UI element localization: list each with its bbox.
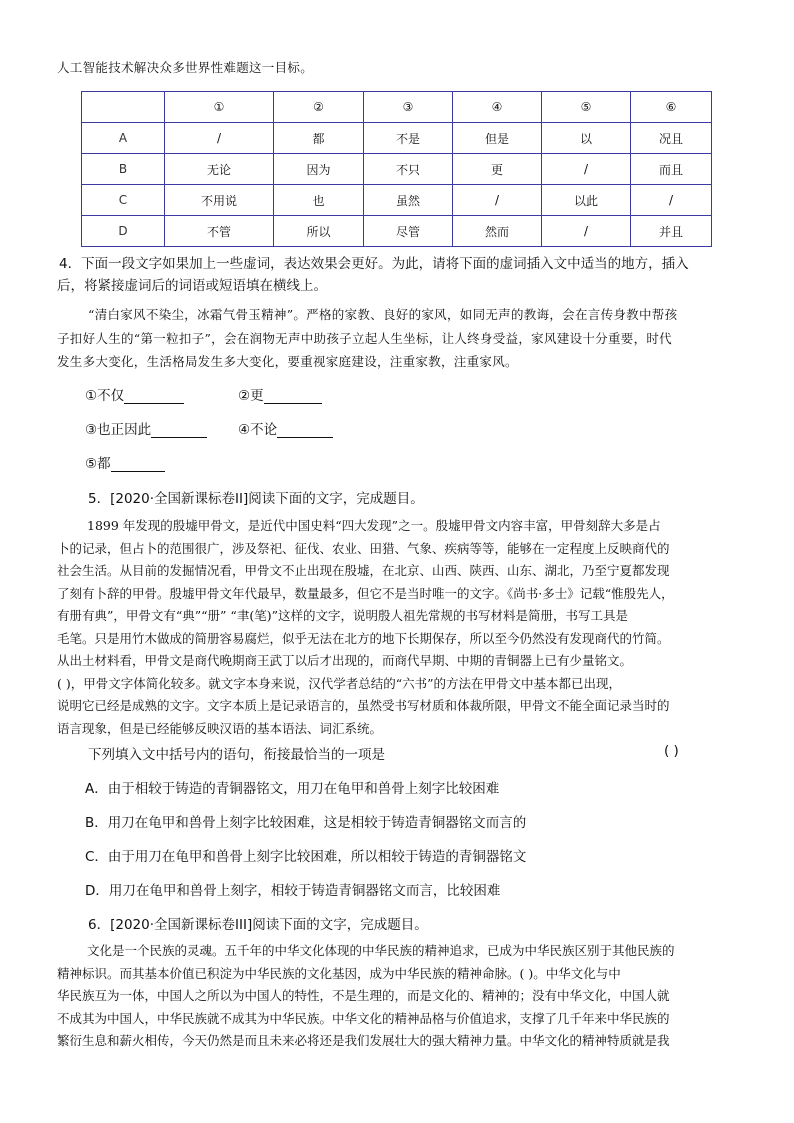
q4-prompt-line-1: 4．下面一段文字如果加上一些虚词，表达效果会更好。为此，请将下面的虚词插入文中适当的地方，插入 — [59, 256, 689, 272]
q4-passage-line-1: “清白家风不染尘，冰霜气骨玉精神”。严格的家教、良好的家风，如同无声的教诲，会在言传身教中帮孩 — [88, 307, 678, 322]
answer-blank[interactable] — [277, 423, 333, 438]
table-header-cell: ③ — [364, 92, 453, 123]
table-cell: 所以 — [274, 216, 364, 247]
answer-blank[interactable] — [111, 457, 165, 472]
table-cell: / — [453, 185, 542, 216]
q4-passage-line-3: 发生多大变化，生活格局发生多大变化，要重视家庭建设，注重家教，注重家风。 — [57, 354, 518, 369]
table-row-label: C — [82, 185, 165, 216]
table-row — [82, 154, 712, 185]
table-header-cell: ④ — [453, 92, 542, 123]
table-cell: 尽管 — [364, 216, 453, 247]
passage-line: 社会生活。从目前的发掘情况看，甲骨文不止出现在殷墟，在北京、山西、陕西、山东、湖北，乃至宁夏都发现 — [57, 563, 670, 578]
table-cell: 不只 — [364, 154, 453, 185]
q5-option-b[interactable]: B．用刀在龟甲和兽骨上刻字比较困难，这是相较于铸造青铜器铭文而言的 — [85, 815, 527, 831]
word-choice-table — [81, 91, 712, 247]
answer-blank[interactable] — [151, 423, 207, 438]
table-cell: 也 — [274, 185, 364, 216]
table-row — [82, 216, 712, 247]
q6-title: 6．[2020·全国新课标卷III]阅读下面的文字，完成题目。 — [88, 917, 428, 933]
table-cell: 而且 — [631, 154, 712, 185]
q5-answer-paren[interactable]: ( ) — [664, 743, 679, 759]
table-cell: 并且 — [631, 216, 712, 247]
passage-line: 不成其为中国人，中华民族就不成其为中华民族。中华文化的精神品格与价值追求，支撑了几千年来中华民族的 — [57, 1010, 670, 1026]
table-cell: 以此 — [542, 185, 631, 216]
table-row-label: A — [82, 123, 165, 154]
passage-line: 1899 年发现的殷墟甲骨文，是近代中国史料“四大发现”之一。殷墟甲骨文内容丰富，甲骨刻辞大多是占 — [87, 518, 661, 533]
q4-blank-1 — [85, 384, 184, 404]
passage-line: 语言现象，但是已经能够反映汉语的基本语法、词汇系统。 — [57, 720, 383, 736]
table-cell: 因为 — [274, 154, 364, 185]
table-header-cell: ① — [165, 92, 274, 123]
table-cell: 虽然 — [364, 185, 453, 216]
table-row — [82, 123, 712, 154]
passage-line: 繁衍生息和薪火相传，今天仍然是而且未来必将还是我们发展壮大的强大精神力量。中华文化的精神特质就是我 — [57, 1033, 670, 1048]
table-cell: / — [165, 123, 274, 154]
table-cell: / — [542, 154, 631, 185]
passage-line: 有册有典”，甲骨文有“典”“册” “聿(笔)”这样的文字，说明殷人祖先常规的书写材料是简册，书写工具是 — [57, 608, 628, 623]
table-cell: 不用说 — [165, 185, 274, 216]
passage-line: 精神标识。而其基本价值已积淀为中华民族的文化基因，成为中华民族的精神命脉。( )。中华文化与中 — [57, 965, 621, 981]
passage-line: 华民族互为一体，中国人之所以为中国人的特性，不是生理的，而是文化的、精神的；没有中华文化，中国人就 — [57, 988, 670, 1003]
table-row — [82, 185, 712, 216]
q4-blank-5 — [85, 452, 165, 472]
q5-question: 下列填入文中括号内的语句，衔接最恰当的一项是 — [88, 747, 385, 763]
q4-blank-3 — [85, 418, 207, 438]
intro-line: 人工智能技术解决众多世界性难题这一目标。 — [57, 60, 314, 75]
table-header-cell: ⑤ — [542, 92, 631, 123]
q4-prompt-line-2: 后，将紧接虚词后的词语或短语填在横线上。 — [57, 278, 327, 294]
answer-blank[interactable] — [264, 389, 322, 404]
q4-blank-4 — [238, 418, 333, 438]
q5-option-d[interactable]: D．用刀在龟甲和兽骨上刻字，相较于铸造青铜器铭文而言，比较困难 — [85, 883, 501, 899]
q5-option-a[interactable]: A．由于相较于铸造的青铜器铭文，用刀在龟甲和兽骨上刻字比较困难 — [85, 781, 500, 797]
passage-line: 从出土材料看，甲骨文是商代晚期商王武丁以后才出现的，而商代早期、中期的青铜器上已有少量铭文。 — [57, 653, 633, 668]
q4-blank-2 — [238, 384, 322, 404]
table-cell: 更 — [453, 154, 542, 185]
table-cell: 不管 — [165, 216, 274, 247]
blank-label: ③也正因此 — [85, 422, 152, 438]
table-header-cell: ② — [274, 92, 364, 123]
table-row-label: B — [82, 154, 165, 185]
blank-label: ④不论 — [238, 422, 278, 438]
table-header-row — [82, 92, 712, 123]
q5-passage — [57, 515, 738, 740]
q5-title: 5．[2020·全国新课标卷II]阅读下面的文字，完成题目。 — [88, 491, 424, 507]
table-cell: 况且 — [631, 123, 712, 154]
passage-line: ( )，甲骨文字体简化较多。就文字本身来说，汉代学者总结的“六书”的方法在甲骨文中基本都已出现， — [57, 675, 622, 691]
passage-line: 文化是一个民族的灵魂。五千年的中华文化体现的中华民族的精神追求，已成为中华民族区别于其他民族的 — [87, 943, 675, 958]
table-cell: 不是 — [364, 123, 453, 154]
table-cell: / — [542, 216, 631, 247]
blank-label: ①不仅 — [85, 388, 125, 404]
q5-option-c[interactable]: C．由于用刀在龟甲和兽骨上刻字比较困难，所以相较于铸造的青铜器铭文 — [85, 849, 527, 865]
blank-label: ②更 — [238, 388, 264, 404]
table-cell: / — [631, 185, 712, 216]
table-cell: 然而 — [453, 216, 542, 247]
table-row-label: D — [82, 216, 165, 247]
table-cell: 都 — [274, 123, 364, 154]
answer-blank[interactable] — [124, 389, 184, 404]
table-cell: 无论 — [165, 154, 274, 185]
passage-line: 卜的记录，但占卜的范围很广，涉及祭祀、征伐、农业、田猎、气象、疾病等等，能够在一定程度上反映商代的 — [57, 540, 670, 556]
table-cell: 以 — [542, 123, 631, 154]
blank-label: ⑤都 — [85, 456, 111, 472]
q6-passage — [57, 940, 738, 1053]
q4-passage-line-2: 子扣好人生的“第一粒扣子”，会在润物无声中助孩子立起人生坐标，让人终身受益，家风建设十分重要，时代 — [57, 331, 672, 346]
passage-line: 毛笔。只是用竹木做成的简册容易腐烂，似乎无法在北方的地下长期保存，所以至今仍然没有发现商代的竹简。 — [57, 630, 670, 646]
table-header-cell — [82, 92, 165, 123]
passage-line: 说明它已经是成熟的文字。文字本质上是记录语言的，虽然受书写材质和体裁所限，甲骨文不能全面记录当时的 — [57, 698, 670, 713]
table-cell: 但是 — [453, 123, 542, 154]
passage-line: 了刻有卜辞的甲骨。殷墟甲骨文年代最早，数量最多，但它不是当时唯一的文字。《尚书·多士》记载“惟殷先人， — [57, 585, 674, 601]
table-header-cell: ⑥ — [631, 92, 712, 123]
